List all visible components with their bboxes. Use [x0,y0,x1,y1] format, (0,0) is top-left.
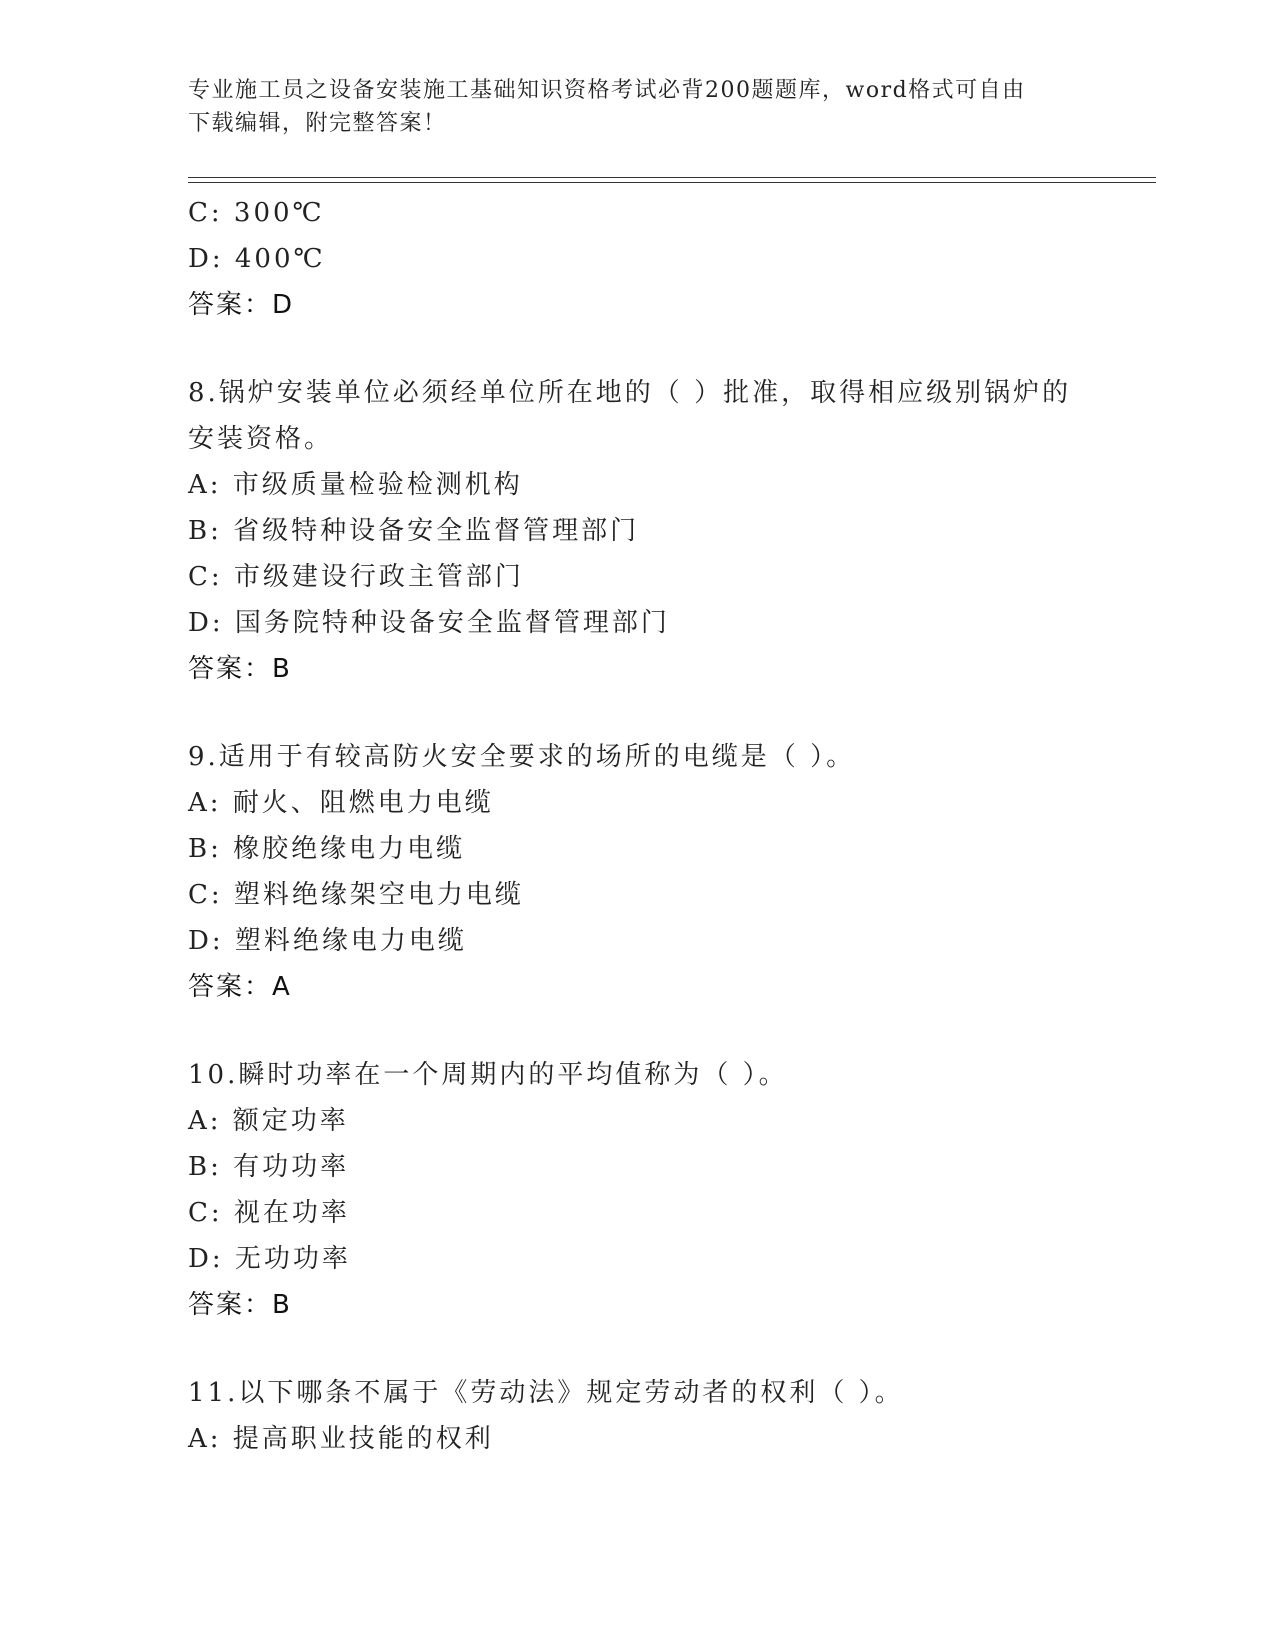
answer-line: 答案：A [188,972,292,1002]
header-divider-top [188,177,1156,178]
question-stem-continued: 安装资格。 [188,424,334,454]
question-9 [188,734,1088,1010]
question-stem: 8.锅炉安装单位必须经单位所在地的（ ）批准，取得相应级别锅炉的 [188,378,1072,408]
option-b: B: 有功功率 [188,1152,350,1182]
question-stem: 10.瞬时功率在一个周期内的平均值称为（ ）。 [188,1060,788,1090]
option-d: D: 无功功率 [188,1244,351,1274]
option-c: C: 300℃ [188,198,325,228]
question-stem: 9.适用于有较高防火安全要求的场所的电缆是（ ）。 [188,742,856,772]
question-content [188,190,1088,1462]
question-10 [188,1052,1088,1328]
option-c: C: 塑料绝缘架空电力电缆 [188,880,524,910]
header-line-1: 专业施工员之设备安装施工基础知识资格考试必背200题题库，word格式可自由 [188,78,1026,103]
document-header [188,74,1088,140]
answer-line: 答案：B [188,1290,292,1320]
option-b: B: 橡胶绝缘电力电缆 [188,834,466,864]
option-c: C: 市级建设行政主管部门 [188,562,524,592]
option-a: A: 额定功率 [188,1106,349,1136]
answer-line: 答案：D [188,290,295,320]
option-a: A: 耐火、阻燃电力电缆 [188,788,494,818]
question-8 [188,370,1088,692]
option-d: D: 400℃ [188,244,326,274]
header-divider-bottom [188,182,1156,183]
option-c: C: 视在功率 [188,1198,350,1228]
option-a: A: 市级质量检验检测机构 [188,470,523,500]
answer-line: 答案：B [188,654,292,684]
option-a: A: 提高职业技能的权利 [188,1424,494,1454]
option-d: D: 国务院特种设备安全监督管理部门 [188,608,670,638]
question-11 [188,1370,1088,1462]
option-b: B: 省级特种设备安全监督管理部门 [188,516,640,546]
question-stem: 11.以下哪条不属于《劳动法》规定劳动者的权利（ ）。 [188,1378,904,1408]
option-d: D: 塑料绝缘电力电缆 [188,926,467,956]
header-line-2: 下载编辑，附完整答案！ [188,111,447,136]
question-7-tail [188,190,1088,328]
